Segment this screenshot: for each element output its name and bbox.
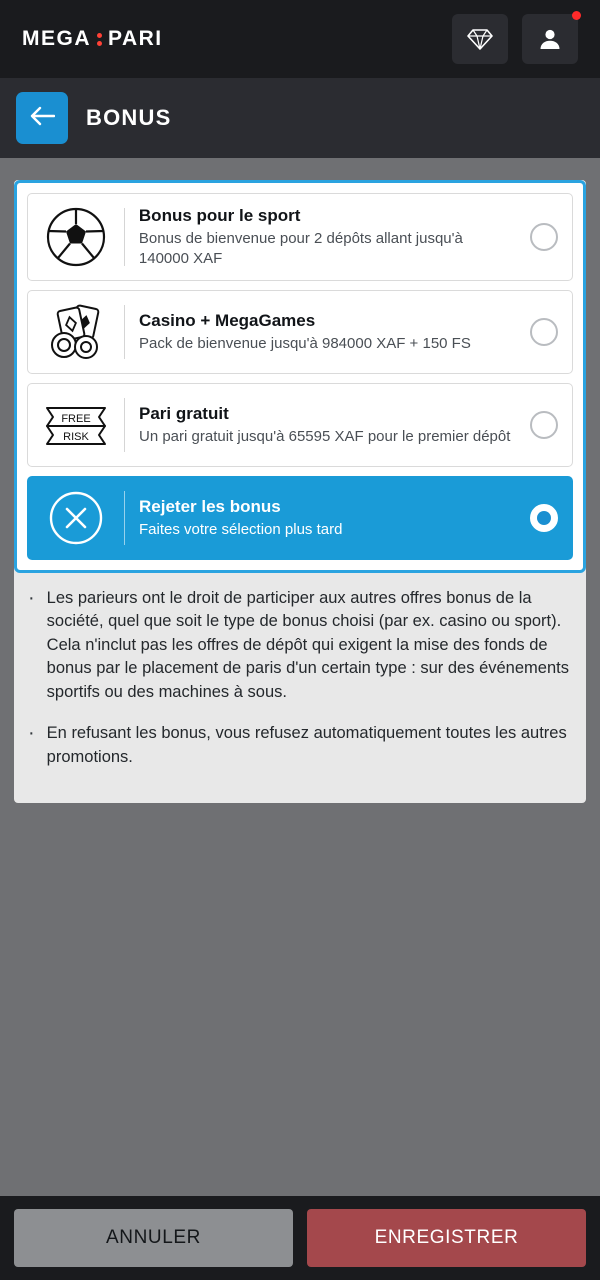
bonus-option-text xyxy=(139,206,520,267)
bonus-option-text xyxy=(139,311,520,353)
bonus-subtitle: Bonus de bienvenue pour 2 dépôts allant jusqu'à 140000 XAF xyxy=(138,230,463,267)
svg-text:FREE: FREE xyxy=(61,413,91,425)
bonus-option-reject[interactable] xyxy=(27,476,573,560)
term-item xyxy=(28,722,570,769)
page-title: BONUS xyxy=(86,105,172,130)
bonus-title: Casino + MegaGames xyxy=(139,310,316,330)
bonus-options-list xyxy=(14,180,586,573)
back-button[interactable] xyxy=(16,92,68,144)
account-button[interactable] xyxy=(522,14,578,64)
promo-diamond-button[interactable] xyxy=(452,14,508,64)
top-bar xyxy=(0,0,600,78)
save-button[interactable]: ENREGISTRER xyxy=(307,1209,586,1267)
brand-dots-icon xyxy=(97,33,102,46)
row-divider xyxy=(124,208,125,266)
bonus-radio[interactable] xyxy=(530,504,558,532)
bullet-icon: · xyxy=(28,722,35,745)
term-item xyxy=(28,587,570,704)
bonus-option-text xyxy=(139,404,520,446)
brand-logo[interactable] xyxy=(22,27,163,51)
bullet-icon: · xyxy=(28,587,35,609)
cross-circle-icon xyxy=(38,489,114,547)
bonus-radio[interactable] xyxy=(530,411,558,439)
football-icon xyxy=(38,206,114,268)
term-text: En refusant les bonus, vous refusez automatiquement toutes les autres promotions. xyxy=(46,724,567,766)
cancel-button[interactable]: ANNULER xyxy=(14,1209,293,1267)
bonus-title: Rejeter les bonus xyxy=(139,496,281,516)
casino-chips-cards-icon xyxy=(38,303,114,361)
brand-right-text: PARI xyxy=(108,27,163,50)
user-icon xyxy=(537,26,563,52)
topbar-actions xyxy=(452,14,578,64)
terms-list xyxy=(14,573,586,793)
row-divider xyxy=(124,491,125,545)
bonus-radio[interactable] xyxy=(530,223,558,251)
page-header xyxy=(0,78,600,158)
arrow-left-icon xyxy=(29,106,55,131)
bonus-subtitle: Pack de bienvenue jusqu'à 984000 XAF + 150 FS xyxy=(139,334,471,352)
footer-actions xyxy=(0,1196,600,1280)
content-area xyxy=(0,158,600,1196)
bonus-subtitle: Un pari gratuit jusqu'à 65595 XAF pour le premier dépôt xyxy=(139,427,511,445)
bonus-radio[interactable] xyxy=(530,318,558,346)
bonus-option-text xyxy=(139,497,520,539)
diamond-icon xyxy=(467,27,493,51)
bonus-title: Pari gratuit xyxy=(139,403,229,423)
free-risk-ticket-icon xyxy=(38,400,114,450)
bonus-title: Bonus pour le sport xyxy=(138,206,301,226)
bonus-option-freebet[interactable] xyxy=(27,383,573,467)
term-text: Les parieurs ont le droit de participer aux autres offres bonus de la société, quel que soit le type de bonus choisi (par ex. casino ou sport). Cela n'inclut pas les offres de dépôt qui exigent la mise des fonds de bonus par le placement de paris d'un certain type : sur des événements sportifs ou des machines à sous. xyxy=(46,589,569,701)
bonus-subtitle: Faites votre sélection plus tard xyxy=(139,520,343,538)
brand-left-text: MEGA xyxy=(22,27,91,50)
row-divider xyxy=(124,398,125,452)
bonus-option-sport[interactable] xyxy=(27,193,573,281)
notification-badge xyxy=(572,11,581,20)
bonus-sheet xyxy=(14,180,586,803)
row-divider xyxy=(124,305,125,359)
bonus-option-casino[interactable] xyxy=(27,290,573,374)
svg-text:RISK: RISK xyxy=(63,431,89,443)
